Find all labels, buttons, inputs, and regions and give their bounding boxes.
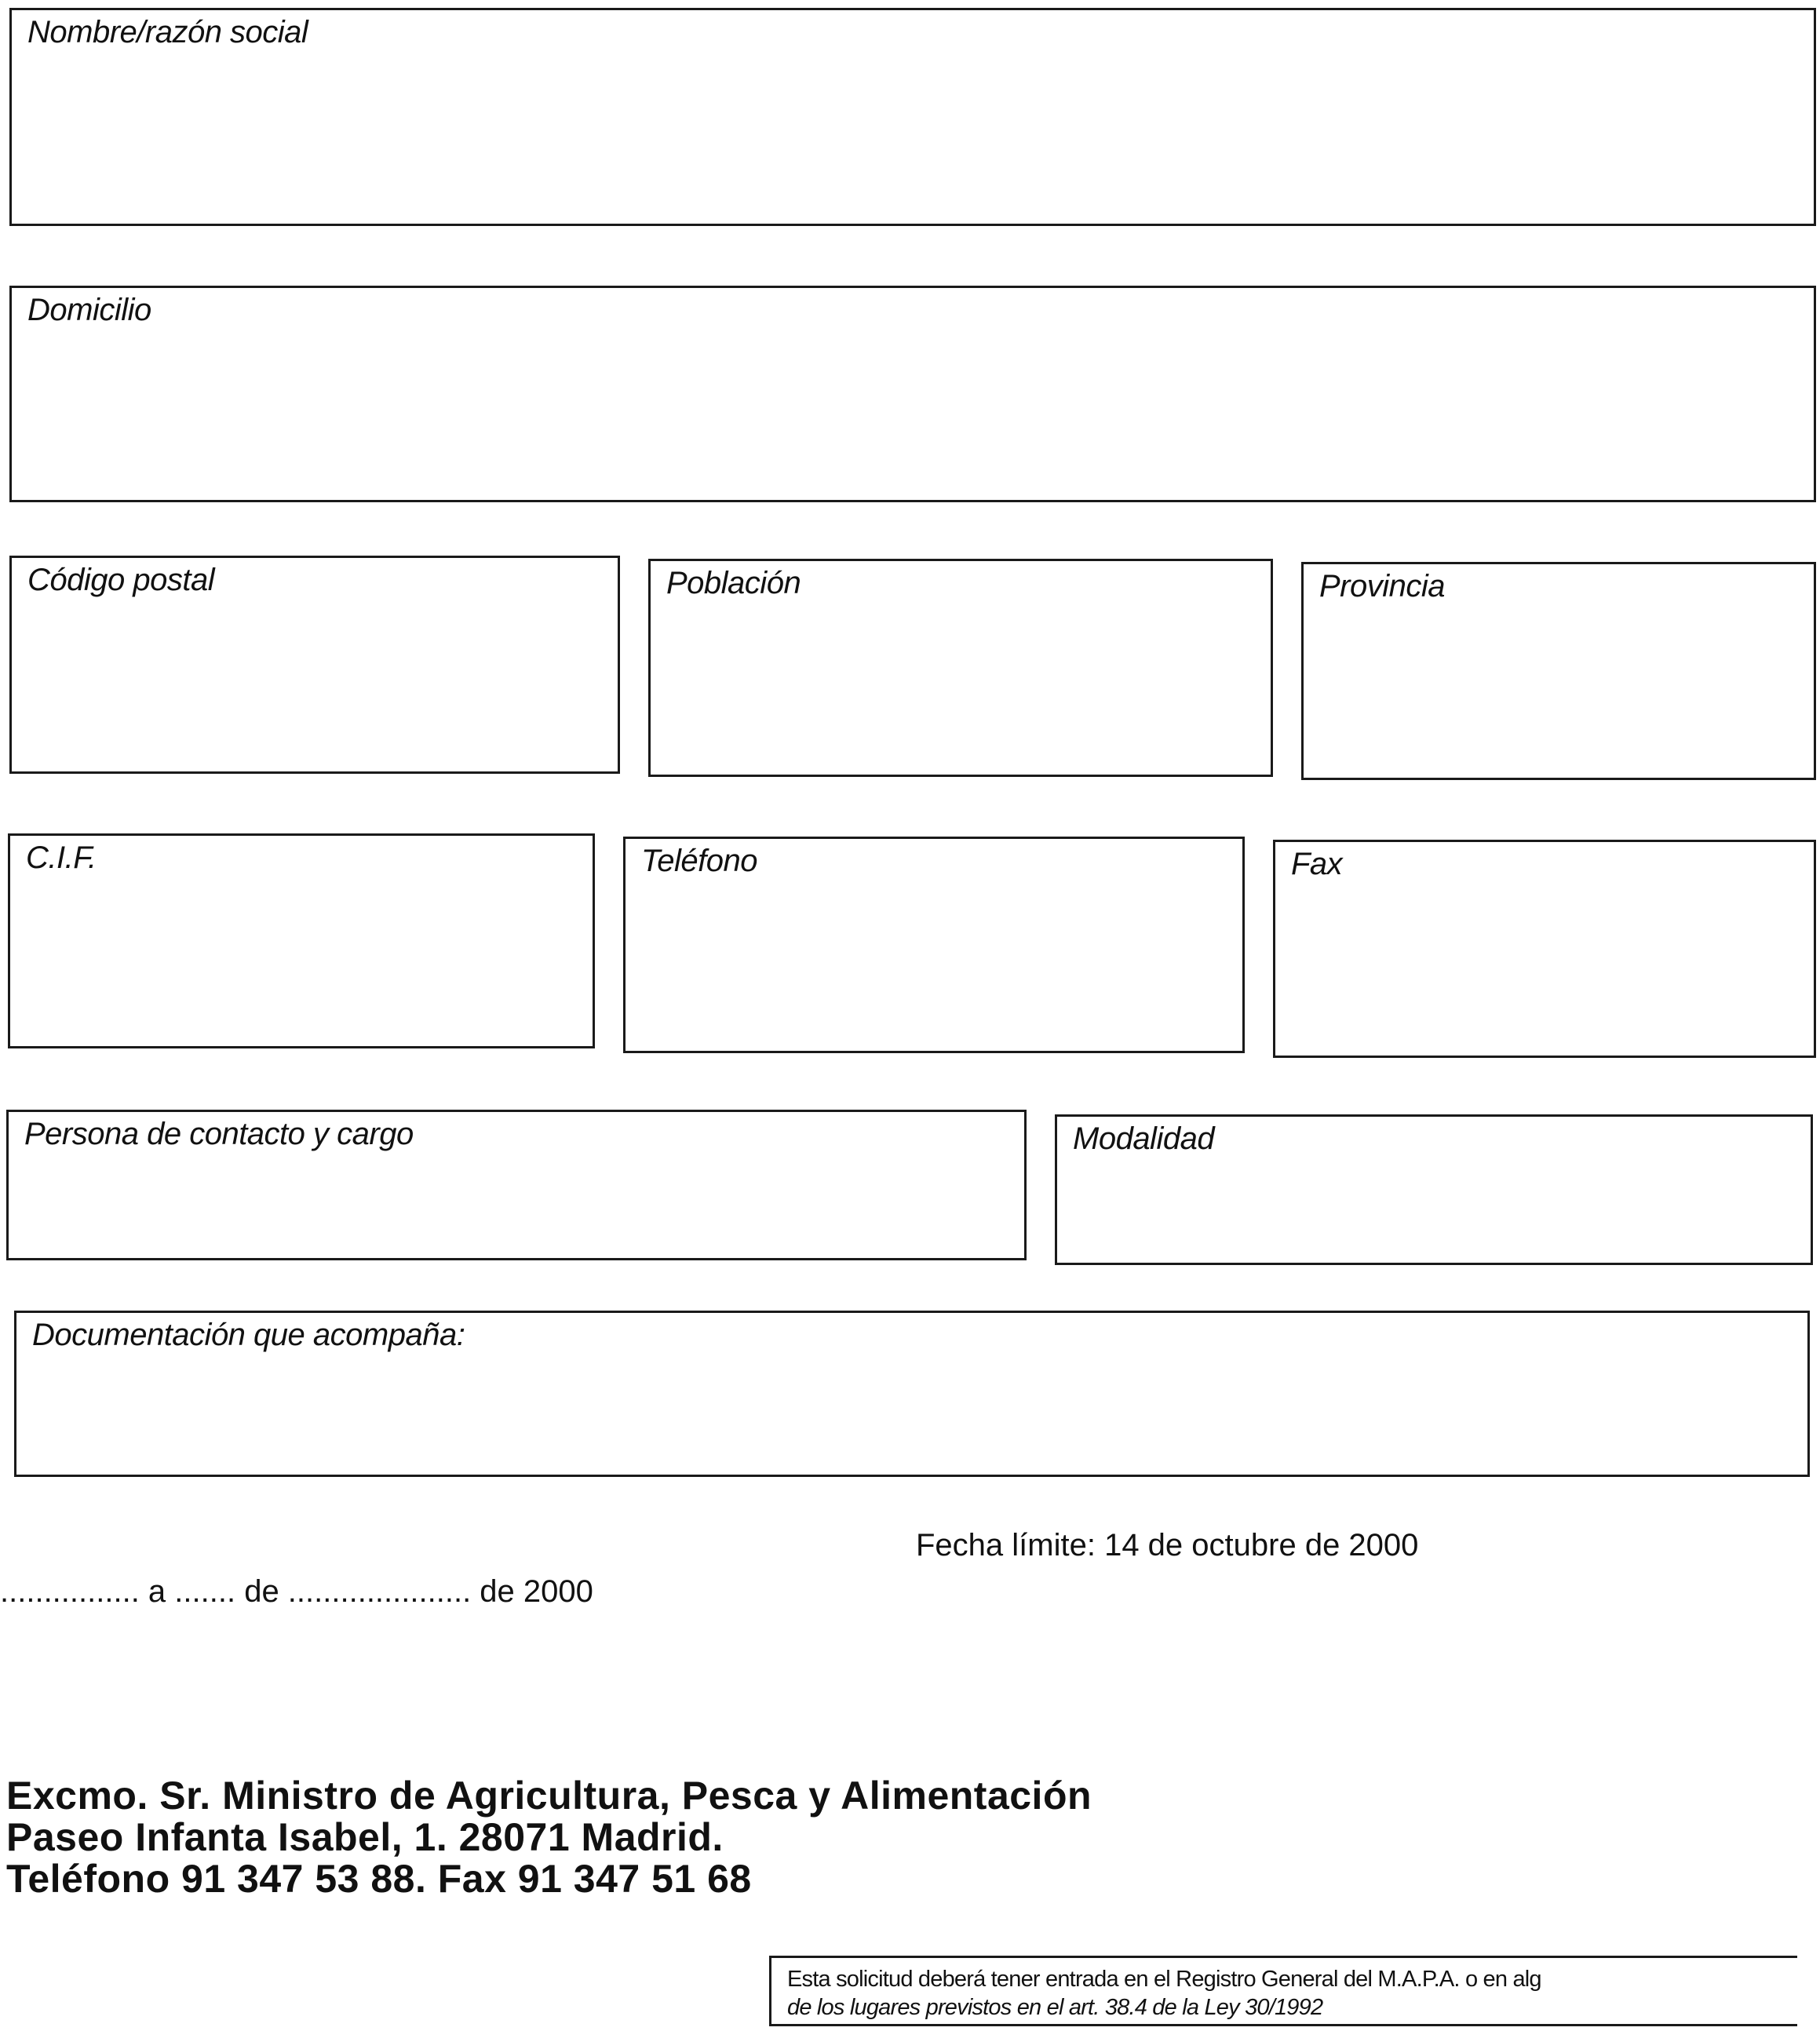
registro-notice-box (769, 1956, 1797, 2026)
poblacion-field[interactable] (648, 559, 1273, 777)
address-line-1: Excmo. Sr. Ministro de Agricultura, Pesca y Alimentación (6, 1774, 1092, 1818)
nombre-razon-social-field[interactable] (9, 8, 1816, 226)
address-line-3: Teléfono 91 347 53 88. Fax 91 347 51 68 (6, 1857, 752, 1901)
domicilio-field[interactable] (9, 286, 1816, 502)
fax-label: Fax (1291, 847, 1343, 881)
domicilio-label: Domicilio (27, 293, 151, 327)
codigo-postal-field[interactable] (9, 556, 620, 774)
provincia-label: Provincia (1319, 569, 1446, 603)
address-line-2: Paseo Infanta Isabel, 1. 28071 Madrid. (6, 1815, 724, 1859)
modalidad-field[interactable] (1055, 1114, 1813, 1265)
cif-label: C.I.F. (26, 840, 97, 875)
cif-field[interactable] (8, 833, 595, 1048)
telefono-field[interactable] (623, 837, 1245, 1053)
codigo-postal-label: Código postal (27, 563, 215, 597)
fax-field[interactable] (1273, 840, 1816, 1058)
documentacion-field[interactable] (14, 1311, 1810, 1477)
notice-line-1: Esta solicitud deberá tener entrada en el Registro General del M.A.P.A. o en alg (787, 1967, 1541, 1992)
modalidad-label: Modalidad (1073, 1121, 1215, 1156)
persona-contacto-field[interactable] (6, 1110, 1027, 1260)
signature-date-line: ................ a ....... de ..................... de 2000 (0, 1574, 593, 1609)
documentacion-label: Documentación que acompaña: (32, 1318, 465, 1352)
fecha-limite: Fecha límite: 14 de octubre de 2000 (916, 1528, 1419, 1562)
ministry-address (6, 1775, 1092, 1900)
persona-contacto-label: Persona de contacto y cargo (24, 1117, 414, 1151)
telefono-label: Teléfono (641, 844, 757, 878)
nombre-razon-social-label: Nombre/razón social (27, 15, 308, 49)
notice-line-2: de los lugares previstos en el art. 38.4 de la Ley 30/1992 (787, 1995, 1323, 2020)
provincia-field[interactable] (1301, 562, 1816, 780)
poblacion-label: Población (666, 566, 801, 600)
